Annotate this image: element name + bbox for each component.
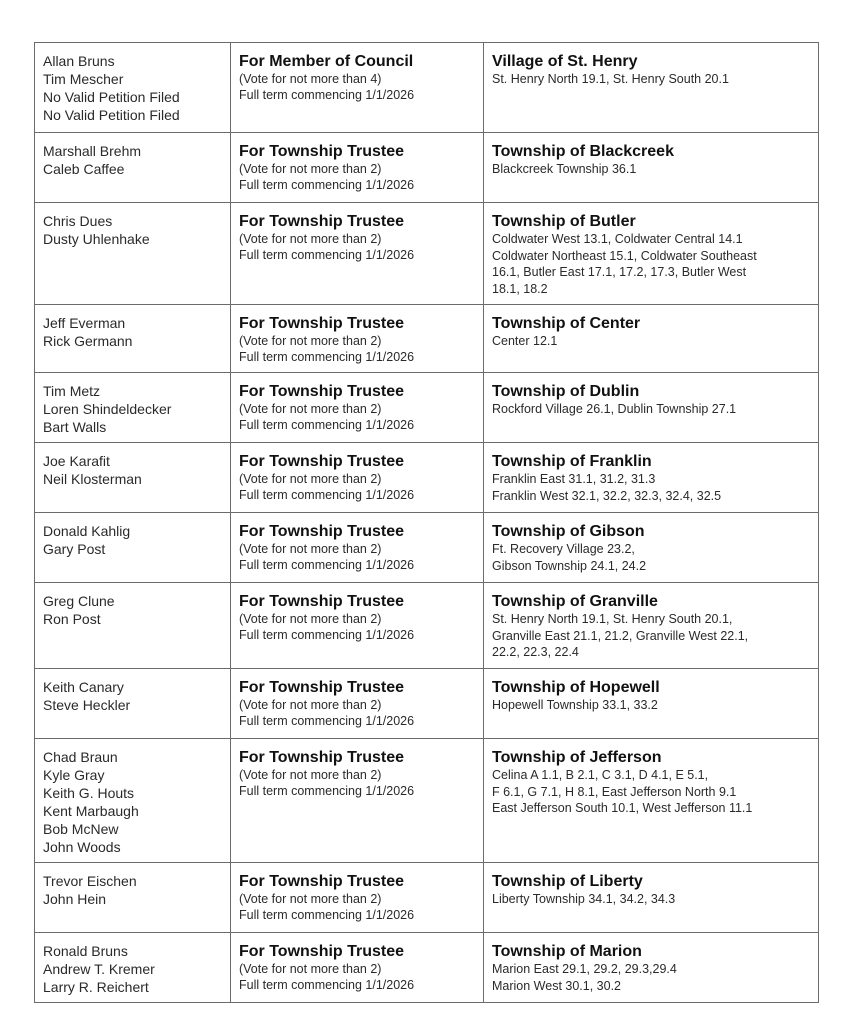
candidates-cell <box>35 669 231 739</box>
candidates-cell <box>35 739 231 863</box>
jurisdiction-title: Township of Liberty <box>492 873 643 890</box>
jurisdiction-cell <box>484 373 819 443</box>
candidate-list <box>35 373 230 440</box>
vote-for-instruction: (Vote for not more than 2) <box>239 542 382 556</box>
contest-row <box>35 305 819 373</box>
jurisdiction-cell <box>484 443 819 513</box>
candidates-cell <box>35 863 231 933</box>
candidate-name: Dusty Uhlenhake <box>43 231 150 247</box>
vote-for-instruction: (Vote for not more than 2) <box>239 334 382 348</box>
candidates-cell <box>35 583 231 669</box>
office-cell <box>231 305 484 373</box>
vote-for-instruction: (Vote for not more than 2) <box>239 232 382 246</box>
office-cell <box>231 583 484 669</box>
term-text: Full term commencing 1/1/2026 <box>239 88 415 102</box>
term-text: Full term commencing 1/1/2026 <box>239 488 415 502</box>
candidates-cell <box>35 203 231 305</box>
precinct-line: 22.2, 22.3, 22.4 <box>492 645 579 659</box>
jurisdiction-title: Township of Marion <box>492 943 642 960</box>
jurisdiction-cell <box>484 933 819 1003</box>
precinct-line: Coldwater Northeast 15.1, Coldwater Southeast <box>492 248 757 263</box>
vote-for-instruction: (Vote for not more than 2) <box>239 472 382 486</box>
office-title: For Township Trustee <box>239 453 405 470</box>
candidate-name: Allan Bruns <box>43 53 115 69</box>
candidate-name: Gary Post <box>43 541 106 557</box>
jurisdiction-cell <box>484 305 819 373</box>
precinct-line: East Jefferson South 10.1, West Jefferson 11.1 <box>492 801 753 815</box>
jurisdiction-title: Township of Hopewell <box>492 679 660 696</box>
candidate-name: Keith Canary <box>43 679 124 695</box>
candidates-cell <box>35 133 231 203</box>
candidates-cell <box>35 933 231 1003</box>
candidate-list <box>35 863 230 912</box>
jurisdiction-title: Township of Dublin <box>492 383 640 400</box>
precinct-line: 18.1, 18.2 <box>492 281 548 296</box>
candidate-name: Bart Walls <box>43 419 107 435</box>
term-text: Full term commencing 1/1/2026 <box>239 784 415 798</box>
term-text: Full term commencing 1/1/2026 <box>239 350 415 364</box>
candidates-cell <box>35 513 231 583</box>
office-cell <box>231 133 484 203</box>
office-cell <box>231 669 484 739</box>
office-title: For Township Trustee <box>239 523 405 540</box>
precinct-line: Celina A 1.1, B 2.1, C 3.1, D 4.1, E 5.1, <box>492 768 709 782</box>
precinct-line: F 6.1, G 7.1, H 8.1, East Jefferson North 9.1 <box>492 784 737 799</box>
term-text: Full term commencing 1/1/2026 <box>239 978 415 992</box>
precinct-line: St. Henry North 19.1, St. Henry South 20.1, <box>492 612 733 626</box>
ballot-table-body <box>35 43 819 1003</box>
precinct-line: Marion East 29.1, 29.2, 29.3,29.4 <box>492 962 677 976</box>
precinct-line: Marion West 30.1, 30.2 <box>492 978 622 993</box>
candidate-name: Trevor Eischen <box>43 873 137 889</box>
office-title: For Township Trustee <box>239 679 405 696</box>
vote-for-instruction: (Vote for not more than 4) <box>239 72 382 86</box>
candidates-cell <box>35 43 231 133</box>
office-cell <box>231 739 484 863</box>
contest-row <box>35 373 819 443</box>
candidate-list <box>35 513 230 562</box>
term-text: Full term commencing 1/1/2026 <box>239 628 415 642</box>
candidate-name: Andrew T. Kremer <box>43 961 155 977</box>
candidate-name: John Woods <box>43 839 121 855</box>
precinct-line: Franklin West 32.1, 32.2, 32.3, 32.4, 32.5 <box>492 488 722 503</box>
term-text: Full term commencing 1/1/2026 <box>239 908 415 922</box>
contest-row <box>35 669 819 739</box>
office-title: For Township Trustee <box>239 315 405 332</box>
vote-for-instruction: (Vote for not more than 2) <box>239 402 382 416</box>
precinct-line: Gibson Township 24.1, 24.2 <box>492 558 647 573</box>
candidate-name: Jeff Everman <box>43 315 126 331</box>
candidate-name: Tim Metz <box>43 383 101 399</box>
office-title: For Member of Council <box>239 53 414 70</box>
jurisdiction-cell <box>484 583 819 669</box>
vote-for-instruction: (Vote for not more than 2) <box>239 162 382 176</box>
precinct-line: 16.1, Butler East 17.1, 17.2, 17.3, Butler West <box>492 265 747 279</box>
precinct-line: Coldwater West 13.1, Coldwater Central 14.1 <box>492 232 743 246</box>
term-text: Full term commencing 1/1/2026 <box>239 714 415 728</box>
candidates-cell <box>35 443 231 513</box>
term-text: Full term commencing 1/1/2026 <box>239 178 415 192</box>
office-title: For Township Trustee <box>239 749 405 766</box>
candidate-name: Keith G. Houts <box>43 785 135 801</box>
jurisdiction-title: Village of St. Henry <box>492 53 638 70</box>
term-text: Full term commencing 1/1/2026 <box>239 558 415 572</box>
contest-row <box>35 739 819 863</box>
precinct-line: Hopewell Township 33.1, 33.2 <box>492 698 658 712</box>
contest-row <box>35 443 819 513</box>
candidate-list <box>35 739 230 860</box>
candidate-list <box>35 933 230 1000</box>
candidate-list <box>35 443 230 492</box>
contest-row <box>35 513 819 583</box>
candidates-cell <box>35 305 231 373</box>
jurisdiction-title: Township of Franklin <box>492 453 652 470</box>
candidate-name: No Valid Petition Filed <box>43 89 180 105</box>
candidate-name: Tim Mescher <box>43 71 124 87</box>
jurisdiction-title: Township of Blackcreek <box>492 143 674 160</box>
office-cell <box>231 443 484 513</box>
candidate-name: Loren Shindeldecker <box>43 401 172 417</box>
ballot-table <box>34 42 819 1003</box>
office-cell <box>231 43 484 133</box>
candidate-name: Larry R. Reichert <box>43 979 149 995</box>
candidate-name: Ronald Bruns <box>43 943 128 959</box>
jurisdiction-title: Township of Jefferson <box>492 749 662 766</box>
jurisdiction-cell <box>484 513 819 583</box>
office-cell <box>231 863 484 933</box>
candidate-name: Caleb Caffee <box>43 161 125 177</box>
jurisdiction-title: Township of Center <box>492 315 641 332</box>
candidate-name: John Hein <box>43 891 107 907</box>
jurisdiction-cell <box>484 739 819 863</box>
candidate-name: Chris Dues <box>43 213 113 229</box>
jurisdiction-cell <box>484 669 819 739</box>
jurisdiction-cell <box>484 43 819 133</box>
candidate-name: Bob McNew <box>43 821 119 837</box>
candidates-cell <box>35 373 231 443</box>
precinct-line: Franklin East 31.1, 31.2, 31.3 <box>492 472 656 486</box>
precinct-line: Granville East 21.1, 21.2, Granville West 22.1, <box>492 628 749 643</box>
office-title: For Township Trustee <box>239 213 405 230</box>
term-text: Full term commencing 1/1/2026 <box>239 248 415 262</box>
jurisdiction-cell <box>484 203 819 305</box>
candidate-list <box>35 133 230 182</box>
candidate-name: Rick Germann <box>43 333 133 349</box>
office-title: For Township Trustee <box>239 593 405 610</box>
contest-row <box>35 133 819 203</box>
candidate-name: Kent Marbaugh <box>43 803 139 819</box>
office-cell <box>231 933 484 1003</box>
office-title: For Township Trustee <box>239 383 405 400</box>
precinct-line: Blackcreek Township 36.1 <box>492 162 637 176</box>
office-cell <box>231 513 484 583</box>
vote-for-instruction: (Vote for not more than 2) <box>239 892 382 906</box>
candidate-list <box>35 203 230 252</box>
jurisdiction-title: Township of Granville <box>492 593 658 610</box>
office-title: For Township Trustee <box>239 943 405 960</box>
office-title: For Township Trustee <box>239 873 405 890</box>
office-cell <box>231 203 484 305</box>
jurisdiction-title: Township of Butler <box>492 213 636 230</box>
office-cell <box>231 373 484 443</box>
candidate-name: Steve Heckler <box>43 697 131 713</box>
candidate-name: Chad Braun <box>43 749 118 765</box>
candidate-name: Neil Klosterman <box>43 471 142 487</box>
vote-for-instruction: (Vote for not more than 2) <box>239 768 382 782</box>
contest-row <box>35 863 819 933</box>
candidate-name: Marshall Brehm <box>43 143 142 159</box>
vote-for-instruction: (Vote for not more than 2) <box>239 698 382 712</box>
contest-row <box>35 933 819 1003</box>
precinct-line: Liberty Township 34.1, 34.2, 34.3 <box>492 892 676 906</box>
precinct-line: Center 12.1 <box>492 334 558 348</box>
candidate-list <box>35 305 230 354</box>
candidate-name: Joe Karafit <box>43 453 110 469</box>
candidate-name: Ron Post <box>43 611 101 627</box>
precinct-line: Rockford Village 26.1, Dublin Township 27.1 <box>492 402 737 416</box>
candidate-name: Donald Kahlig <box>43 523 131 539</box>
candidate-list <box>35 669 230 718</box>
precinct-line: St. Henry North 19.1, St. Henry South 20.1 <box>492 72 729 86</box>
contest-row <box>35 203 819 305</box>
contest-row <box>35 43 819 133</box>
candidate-name: Greg Clune <box>43 593 115 609</box>
term-text: Full term commencing 1/1/2026 <box>239 418 415 432</box>
candidate-name: No Valid Petition Filed <box>43 107 180 123</box>
candidate-name: Kyle Gray <box>43 767 105 783</box>
candidate-list <box>35 583 230 632</box>
jurisdiction-cell <box>484 863 819 933</box>
precinct-line: Ft. Recovery Village 23.2, <box>492 542 635 556</box>
candidate-list <box>35 43 230 128</box>
jurisdiction-title: Township of Gibson <box>492 523 645 540</box>
contest-row <box>35 583 819 669</box>
vote-for-instruction: (Vote for not more than 2) <box>239 962 382 976</box>
jurisdiction-cell <box>484 133 819 203</box>
office-title: For Township Trustee <box>239 143 405 160</box>
vote-for-instruction: (Vote for not more than 2) <box>239 612 382 626</box>
